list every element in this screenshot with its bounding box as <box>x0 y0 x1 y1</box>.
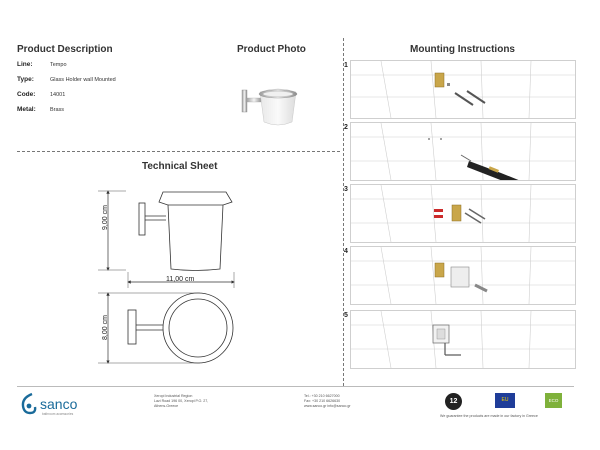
width-dimension-label: 11,00 cm <box>166 276 195 283</box>
step-number: 4 <box>344 248 348 255</box>
address-line: Lazi Road 196 00, Xeropi P.O. 27, <box>154 399 209 403</box>
address-line: Xeropi Industrial Region <box>154 394 193 398</box>
sanco-logo-mark <box>18 392 38 416</box>
type-label: Type: <box>17 76 34 83</box>
step-number: 3 <box>344 186 348 193</box>
depth-dimension-label: 8,00 cm <box>102 315 109 340</box>
step-3-illustration <box>351 185 575 242</box>
step-number: 5 <box>344 312 348 319</box>
step-3-panel <box>350 184 576 243</box>
step-2-illustration <box>351 123 575 180</box>
code-label: Code: <box>17 91 36 98</box>
contact-fax: Fax: +30 210 6626630 <box>304 399 341 403</box>
top-view <box>128 293 233 363</box>
sanco-logo-text: sanco <box>40 396 78 412</box>
eu-flag-icon: EU <box>495 393 515 408</box>
step-4-illustration <box>351 247 575 304</box>
step-1-illustration <box>351 61 575 118</box>
line-label: Line: <box>17 61 33 68</box>
step-1-panel <box>350 60 576 119</box>
line-value: Tempo <box>50 62 67 68</box>
description-list <box>17 61 217 121</box>
height-dimension-label: 9,00 cm <box>102 205 109 230</box>
side-view <box>139 192 232 271</box>
mounting-instructions-title: Mounting Instructions <box>410 44 515 55</box>
footer-divider <box>17 386 574 387</box>
eco-badge-icon: ECO <box>545 393 562 408</box>
footer-address <box>154 394 208 409</box>
description-row-metal <box>17 106 217 121</box>
warranty-badge-icon: 12 <box>445 393 462 410</box>
step-number: 1 <box>344 62 348 69</box>
step-number: 2 <box>344 124 348 131</box>
description-row-line <box>17 61 217 76</box>
product-photo-title: Product Photo <box>237 44 306 55</box>
step-5-panel <box>350 310 576 369</box>
metal-value: Brass <box>50 107 65 113</box>
technical-sheet-title: Technical Sheet <box>142 161 218 172</box>
address-line: Athens-Greece <box>154 404 179 408</box>
product-photo <box>236 74 306 136</box>
product-description-title: Product Description <box>17 44 113 55</box>
description-row-type <box>17 76 217 91</box>
footer-contact <box>304 394 351 409</box>
section-divider <box>17 151 340 152</box>
code-value: 14001 <box>50 92 66 98</box>
column-divider <box>343 38 344 386</box>
metal-label: Metal: <box>17 106 36 113</box>
sanco-logo-tagline: bathroom accessories <box>42 412 74 416</box>
step-4-panel <box>350 246 576 305</box>
type-value: Glass Holder wall Mounted <box>50 77 116 83</box>
step-5-illustration <box>351 311 575 368</box>
description-row-code <box>17 91 217 106</box>
guarantee-text: We guarantee the products are made in our factory in Greece <box>440 414 538 418</box>
contact-phone: Tel.: +30 210 6627000 <box>304 394 340 398</box>
step-2-panel <box>350 122 576 181</box>
contact-web[interactable]: www.sanco.gr info@sanco.gr <box>304 404 351 408</box>
